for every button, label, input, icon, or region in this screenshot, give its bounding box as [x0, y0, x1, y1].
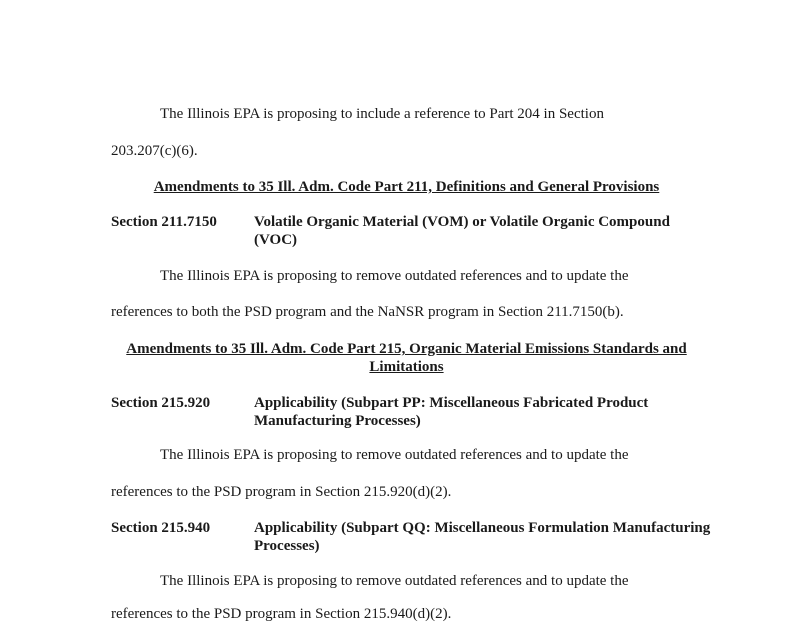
paragraph-211-line2: references to both the PSD program and the NaNSR program in Section 211.7150(b). [111, 304, 624, 320]
paragraph-215-920-line2: references to the PSD program in Section 215.920(d)(2). [111, 484, 452, 500]
paragraph-215-940-line2: references to the PSD program in Section 215.940(d)(2). [111, 606, 452, 622]
section-title-211-7150: Volatile Organic Material (VOM) or Volatile Organic Compound (VOC) [254, 214, 670, 248]
paragraph-215-940-line1: The Illinois EPA is proposing to remove outdated references and to update the [160, 573, 629, 589]
paragraph-215-920-line1: The Illinois EPA is proposing to remove outdated references and to update the [160, 447, 629, 463]
section-number-211-7150: Section 211.7150 [111, 214, 217, 230]
section-title-215-920: Applicability (Subpart PP: Miscellaneous Fabricated Product Manufacturing Processes) [254, 395, 649, 429]
paragraph-211-line1: The Illinois EPA is proposing to remove outdated references and to update the [160, 268, 629, 284]
heading-part-211: Amendments to 35 Ill. Adm. Code Part 211, Definitions and General Provisions [153, 179, 660, 195]
paragraph-part204-line2: 203.207(c)(6). [111, 143, 198, 159]
heading-part-215: Amendments to 35 Ill. Adm. Code Part 215, Organic Material Emissions Standards and Limitations [126, 341, 687, 375]
section-number-215-940: Section 215.940 [111, 520, 211, 536]
section-title-215-940: Applicability (Subpart QQ: Miscellaneous Formulation Manufacturing Processes) [254, 520, 711, 554]
section-number-215-920: Section 215.920 [111, 395, 211, 411]
paragraph-part204-line1: The Illinois EPA is proposing to include a reference to Part 204 in Section [160, 106, 604, 122]
